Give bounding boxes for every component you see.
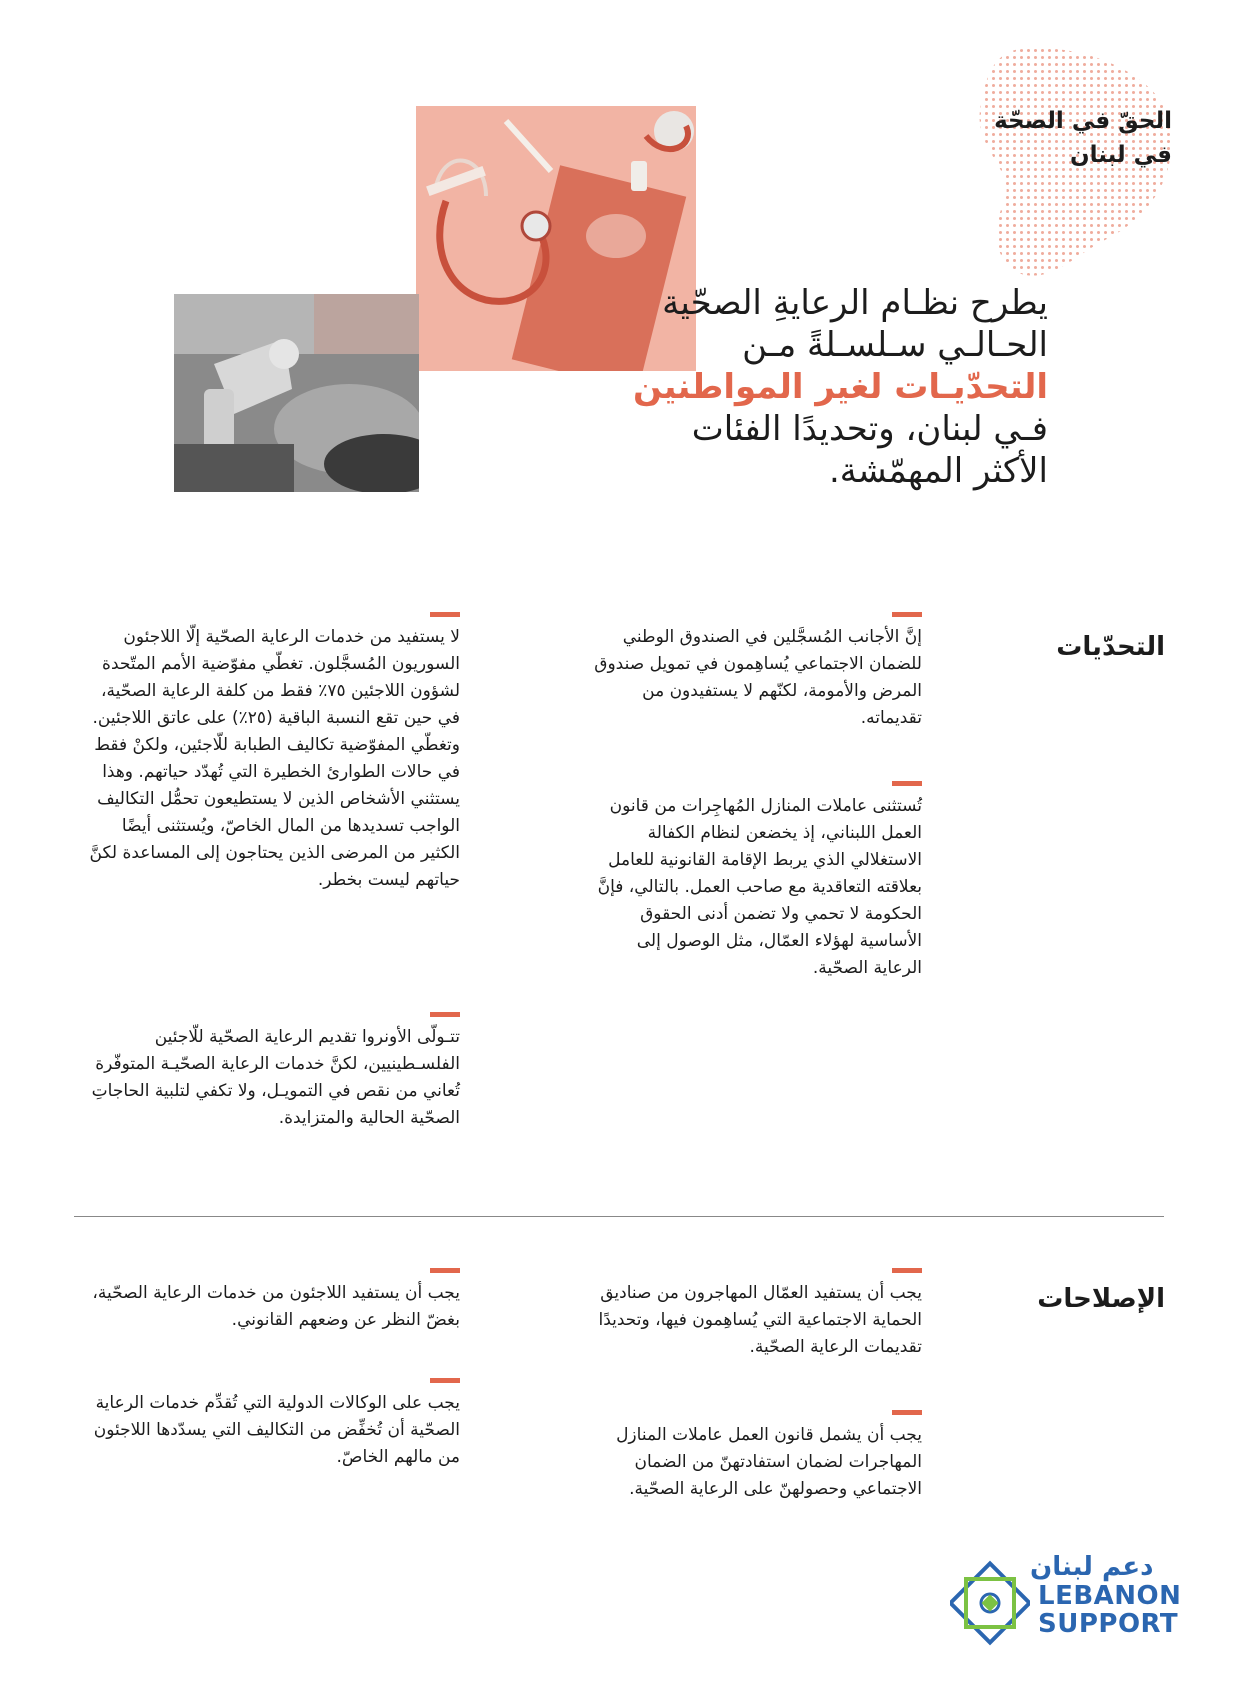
accent-dash xyxy=(892,1410,922,1415)
patient-with-oxygen-mask-photo xyxy=(174,294,419,492)
reform-block-migrant-workers xyxy=(592,1268,922,1361)
challenge-block-foreign-workers-nssf xyxy=(592,612,922,732)
challenge-block-syrian-refugees xyxy=(80,612,460,894)
accent-dash xyxy=(892,1268,922,1273)
reform-text: يجب على الوكالات الدولية التي تُقدِّم خدمات الرعاية الصحّية أن تُخفِّض من التكاليف التي يسدّدها اللاجئون من مالهم الخاصّ. xyxy=(93,1393,460,1467)
challenge-block-unrwa xyxy=(80,1012,460,1132)
lead-line1: يطرح نظـام الرعايةِ الصحّية xyxy=(662,283,1048,323)
accent-dash xyxy=(430,1378,460,1383)
reform-text: يجب أن يستفيد العمّال المهاجرون من صناديق الحماية الاجتماعية التي يُساهِمون فيها، وتحديدًا تقديمات الرعاية الصحّية. xyxy=(598,1283,922,1357)
document-title xyxy=(912,104,1172,172)
challenge-text: لا يستفيد من خدمات الرعاية الصحّية إلّا اللاجئون السوريون المُسجَّلون. تغطّي مفوّضية الأمم المتّحدة لشؤون اللاجئين ٧٥٪ فقط من كلفة الرعاية الصحّية، في حين تقع النسبة الباقية (٢٥٪) على عاتق اللاجئين. وتغطّي المفوّضية تكاليف الطبابة للّاجئين، ولكنْ فقط في حالات الطوارئ الخطيرة التي تُهدّد حياتهم. وهذا يستثني الأشخاص الذين لا يستطيعون تحمُّل التكاليف الواجب تسديدها من المال الخاصّ، ويُستثنى أيضًا الكثير من المرضى الذين يحتاجون إلى المساعدة لكنَّ حياتهم ليست بخطر. xyxy=(89,627,460,890)
challenge-text: إنَّ الأجانب المُسجَّلين في الصندوق الوطني للضمان الاجتماعي يُساهِمون في تمويل صندوق المرض والأمومة، لكنّهم لا يستفيدون من تقديماته. xyxy=(594,627,922,728)
logo-english-line2: SUPPORT xyxy=(1038,1609,1179,1639)
challenge-text: تُستثنى عاملات المنازل المُهاجِرات من قانون العمل اللبناني، إذ يخضعن لنظام الكفالة الاستغلالي الذي يربط الإقامة القانونية للعامل بعلاقته التعاقدية مع صاحب العمل. بالتالي، فإنَّ الحكومة لا تحمي ولا تضمن أدنى الحقوق الأساسية لهؤلاء العمّال، مثل الوصول إلى الرعاية الصحّية. xyxy=(597,796,922,978)
lead-line2: الحـالـي سـلسـلةً مـن xyxy=(742,325,1048,365)
geometric-star-pattern-icon xyxy=(950,1555,1030,1655)
lead-line4: فـي لبنان، وتحديدًا الفئات xyxy=(691,409,1048,449)
accent-dash xyxy=(892,781,922,786)
lead-accent-line: التحدّيـات لغير المواطنين xyxy=(633,367,1048,407)
document-title-line2: في لبنان xyxy=(1069,142,1172,168)
reform-block-labour-law xyxy=(592,1410,922,1503)
section-divider xyxy=(74,1216,1164,1217)
document-title-line1: الحقّ في الصحّة xyxy=(994,108,1172,134)
reform-block-refugees-access xyxy=(80,1268,460,1334)
reform-block-international-agencies xyxy=(80,1378,460,1471)
challenges-heading: التحدّيات xyxy=(1056,632,1165,662)
reform-text: يجب أن يشمل قانون العمل عاملات المنازل المهاجرات لضمان استفادتهنّ من الضمان الاجتماعي وحصولهنّ على الرعاية الصحّية. xyxy=(616,1425,922,1499)
challenge-block-domestic-workers xyxy=(592,781,922,982)
accent-dash xyxy=(430,1268,460,1273)
reforms-heading: الإصلاحات xyxy=(1037,1284,1165,1314)
accent-dash xyxy=(430,612,460,617)
logo-arabic-text: دعم لبنان xyxy=(1030,1552,1154,1582)
reform-text: يجب أن يستفيد اللاجئون من خدمات الرعاية الصحّية، بغضّ النظر عن وضعهم القانوني. xyxy=(92,1283,460,1330)
challenge-text: تتـولّى الأونروا تقديم الرعاية الصحّية للّاجئين الفلسـطينيين، لكنَّ خدمات الرعاية الصحّيـة المتوفّرة تُعاني من نقص في التمويـل، ولا تكفي لتلبية الحاجاتِ الصحّية الحالية والمتزايدة. xyxy=(91,1027,460,1128)
lead-line5: الأكثر المهمّشة. xyxy=(828,451,1048,491)
logo-english-line1: LEBANON xyxy=(1038,1581,1182,1611)
lead-statement xyxy=(488,282,1048,492)
accent-dash xyxy=(892,612,922,617)
logo-english-text xyxy=(1038,1582,1181,1638)
accent-dash xyxy=(430,1012,460,1017)
